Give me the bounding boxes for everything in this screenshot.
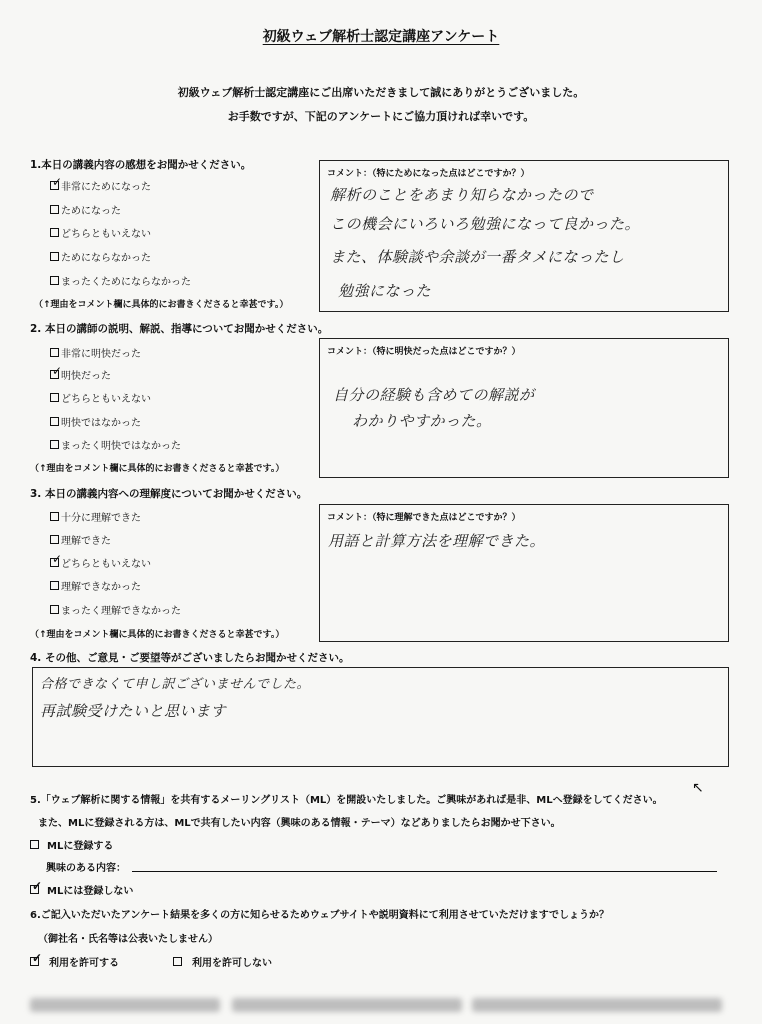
q1-note: （↑理由をコメント欄に具体的にお書きくださると幸甚です。）	[34, 300, 289, 310]
checkbox[interactable]	[50, 348, 59, 357]
q1-handwriting-1: 解析のことをあまり知らなかったので	[330, 186, 594, 204]
q4-handwriting-2: 再試験受けたいと思います	[40, 702, 227, 720]
checkbox[interactable]	[173, 957, 182, 966]
q3-option-3[interactable]: ✓ どちらともいえない	[52, 552, 151, 570]
q3-option-2[interactable]: 理解できた	[50, 532, 111, 547]
checkbox[interactable]	[50, 552, 63, 567]
checkbox[interactable]	[50, 512, 59, 521]
q5-question: 5.「ウェブ解析に関する情報」を共有するメーリングリスト（ML）を開設いたしました。ご興味があれば是非、MLへ登録をしてください。	[30, 795, 663, 806]
checkbox[interactable]	[30, 879, 43, 894]
q6-question: 6.ご記入いただいたアンケート結果を多くの方に知らせるためウェブサイトや説明資料にて利用させていただけますでしょうか？	[30, 910, 610, 921]
q3-option-5[interactable]: まったく理解できなかった	[50, 602, 181, 617]
checkbox[interactable]	[50, 581, 59, 590]
checkbox[interactable]	[30, 951, 43, 966]
q5-option-no-register[interactable]: ✓ MLには登録しない	[32, 879, 134, 897]
q4-question: 4. その他、ご意見・ご要望等がございましたらお聞かせください。	[30, 652, 350, 664]
q2-comment-box[interactable]	[319, 338, 729, 478]
q4-handwriting-1: 合格できなくて申し訳ございませんでした。	[40, 677, 311, 692]
q2-option-1[interactable]: 非常に明快だった	[50, 345, 141, 360]
q1-comment-label: コメント：（特にためになった点はどこですか？）	[327, 169, 530, 179]
q3-option-1[interactable]: 十分に理解できた	[50, 509, 141, 524]
intro-line-1: 初級ウェブ解析士認定講座にご出席いただきまして誠にありがとうございました。	[177, 86, 585, 99]
q3-question: 3. 本日の講義内容への理解度についてお聞かせください。	[30, 488, 308, 500]
checkbox[interactable]	[50, 535, 59, 544]
q3-handwriting-1: 用語と計算方法を理解できた。	[328, 532, 546, 550]
q2-option-4[interactable]: 明快ではなかった	[50, 414, 141, 429]
q3-comment-box[interactable]	[319, 504, 729, 642]
q2-question: 2. 本日の講師の説明、解説、指導についてお聞かせください。	[30, 323, 329, 335]
checkbox[interactable]	[50, 440, 59, 449]
checkbox[interactable]	[50, 228, 59, 237]
q1-handwriting-4: 勉強になった	[338, 282, 432, 300]
redacted-department	[232, 998, 462, 1012]
q2-option-3[interactable]: どちらともいえない	[50, 390, 151, 405]
q6-sub: （御社名・氏名等は公表いたしません）	[38, 934, 218, 945]
q2-note: （↑理由をコメント欄に具体的にお書きくださると幸甚です。）	[30, 464, 285, 474]
q5-interest-label: 興味のある内容：	[46, 863, 126, 874]
intro-line-2: お手数ですが、下記のアンケートにご協力頂ければ幸いです。	[227, 110, 535, 123]
checkbox[interactable]	[50, 276, 59, 285]
q3-note: （↑理由をコメント欄に具体的にお書きくださると幸甚です。）	[30, 630, 285, 640]
q1-option-3[interactable]: どちらともいえない	[50, 225, 151, 240]
checkbox[interactable]	[50, 364, 63, 379]
checkbox[interactable]	[50, 252, 59, 261]
check-mark-icon: ✓	[52, 175, 63, 189]
q5-sub: また、MLに登録される方は、MLで共有したい内容（興味のある情報・テーマ）などありましたらお聞かせ下さい。	[38, 818, 561, 829]
check-mark-icon: ✓	[32, 879, 43, 893]
check-mark-icon: ✓	[32, 951, 43, 965]
redacted-name	[472, 998, 722, 1012]
q6-option-deny[interactable]: 利用を許可しない	[173, 954, 272, 969]
q2-handwriting-1: 自分の経験も含めての解説が	[333, 386, 535, 404]
q1-handwriting-3: また、体験談や余談が一番タメになったし	[330, 248, 625, 266]
q2-handwriting-2: わかりやすかった。	[352, 412, 492, 430]
checkbox[interactable]	[50, 417, 59, 426]
mouse-pointer-icon: ↖	[692, 780, 704, 796]
q1-option-1[interactable]: ✓ 非常にためになった	[52, 175, 151, 193]
q2-option-2[interactable]: ✓ 明快だった	[52, 364, 111, 382]
redacted-company	[30, 998, 220, 1012]
q3-comment-label: コメント：（特に理解できた点はどこですか？）	[327, 513, 521, 523]
checkbox[interactable]	[50, 393, 59, 402]
page-title: 初級ウェブ解析士認定講座アンケート	[262, 29, 500, 45]
q1-question: 1.本日の講義内容の感想をお聞かせください。	[30, 159, 252, 171]
checkbox[interactable]	[30, 840, 39, 849]
checkbox[interactable]	[50, 605, 59, 614]
check-mark-icon: ✓	[52, 552, 63, 566]
q1-option-4[interactable]: ためにならなかった	[50, 249, 151, 264]
q5-interest-input[interactable]	[132, 870, 717, 872]
q5-option-register[interactable]: MLに登録する	[30, 837, 113, 852]
q2-comment-label: コメント：（特に明快だった点はどこですか？）	[327, 347, 521, 357]
checkbox[interactable]	[50, 205, 59, 214]
q1-option-5[interactable]: まったくためにならなかった	[50, 273, 191, 288]
q1-option-2[interactable]: ためになった	[50, 202, 121, 217]
checkbox[interactable]	[50, 175, 63, 190]
check-mark-icon: ✓	[52, 364, 63, 378]
q2-option-5[interactable]: まったく明快ではなかった	[50, 437, 181, 452]
q1-handwriting-2: この機会にいろいろ勉強になって良かった。	[330, 215, 641, 233]
q6-option-allow[interactable]: ✓ 利用を許可する	[32, 951, 119, 969]
q3-option-4[interactable]: 理解できなかった	[50, 578, 141, 593]
